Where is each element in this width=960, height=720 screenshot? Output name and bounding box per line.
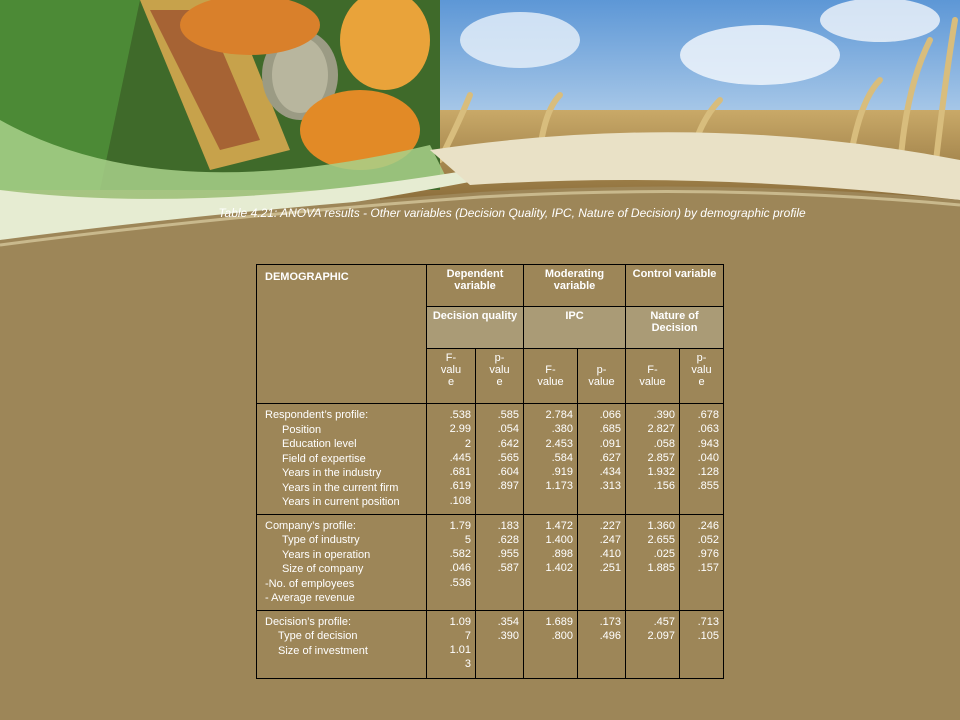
- cell-f-value: 1.472 1.400 .898 1.402: [524, 514, 578, 610]
- group-header-control: Control variable: [626, 265, 724, 307]
- table-row: [257, 610, 724, 678]
- cell-f-value: 1.689 .800: [524, 610, 578, 678]
- table-row: [257, 404, 724, 515]
- stat-header-f-value: F- value: [626, 349, 680, 404]
- list-item: Education level: [282, 438, 357, 450]
- variable-header-nature-of-decision: Nature of Decision: [626, 307, 724, 349]
- row-label-decision: [257, 610, 427, 678]
- list-item: Size of investment: [278, 644, 368, 657]
- cell-p-value: .227 .247 .410 .251: [578, 514, 626, 610]
- section-title: Respondent’s profile:: [265, 409, 369, 421]
- stat-header-f-value: F- valu e: [427, 349, 476, 404]
- list-item: - Average revenue: [265, 592, 355, 604]
- cell-p-value: .066 .685 .091 .627 .434 .313: [578, 404, 626, 515]
- anova-table: [256, 264, 724, 679]
- variable-header-ipc: IPC: [524, 307, 626, 349]
- cell-f-value: .538 2.99 2 .445 .681 .619 .108: [427, 404, 476, 515]
- list-item: Size of company: [282, 563, 364, 575]
- stat-header-f-value: F- value: [524, 349, 578, 404]
- list-item: Years in the current firm: [282, 481, 399, 494]
- list-item: Field of expertise: [282, 452, 366, 465]
- cell-f-value: 1.09 7 1.01 3: [427, 610, 476, 678]
- row-label-company: [257, 514, 427, 610]
- list-item: Years in the industry: [282, 467, 382, 479]
- cell-p-value: .354 .390: [476, 610, 524, 678]
- cell-p-value: .183 .628 .955 .587: [476, 514, 524, 610]
- demographic-header: DEMOGRAPHIC: [257, 265, 427, 404]
- cell-f-value: .457 2.097: [626, 610, 680, 678]
- cell-f-value: 1.79 5 .582 .046 .536: [427, 514, 476, 610]
- list-item: Position: [282, 423, 322, 436]
- cell-p-value: .678 .063 .943 .040 .128 .855: [680, 404, 724, 515]
- group-header-moderating: Moderating variable: [524, 265, 626, 307]
- list-item: Type of industry: [282, 534, 360, 546]
- cell-p-value: .585 .054 .642 .565 .604 .897: [476, 404, 524, 515]
- table-row: [257, 514, 724, 610]
- cell-f-value: .390 2.827 .058 2.857 1.932 .156: [626, 404, 680, 515]
- cell-p-value: .246 .052 .976 .157: [680, 514, 724, 610]
- group-header-dependent: Dependent variable: [427, 265, 524, 307]
- stat-header-p-value: p- valu e: [476, 349, 524, 404]
- row-label-respondent: [257, 404, 427, 515]
- cell-f-value: 1.360 2.655 .025 1.885: [626, 514, 680, 610]
- section-title: Decision’s profile:: [265, 615, 352, 628]
- table-caption: Table 4.21: ANOVA results - Other variables (Decision Quality, IPC, Nature of Decision) by demographic profile: [218, 206, 806, 220]
- cell-f-value: 2.784 .380 2.453 .584 .919 1.173: [524, 404, 578, 515]
- stat-header-p-value: p- valu e: [680, 349, 724, 404]
- section-title: Company’s profile:: [265, 519, 356, 532]
- list-item: Years in current position: [282, 496, 400, 508]
- cell-p-value: .173 .496: [578, 610, 626, 678]
- stat-header-p-value: p- value: [578, 349, 626, 404]
- variable-header-decision-quality: Decision quality: [427, 307, 524, 349]
- cell-p-value: .713 .105: [680, 610, 724, 678]
- list-item: Years in operation: [282, 548, 371, 561]
- list-item: Type of decision: [278, 630, 358, 642]
- list-item: -No. of employees: [265, 577, 355, 590]
